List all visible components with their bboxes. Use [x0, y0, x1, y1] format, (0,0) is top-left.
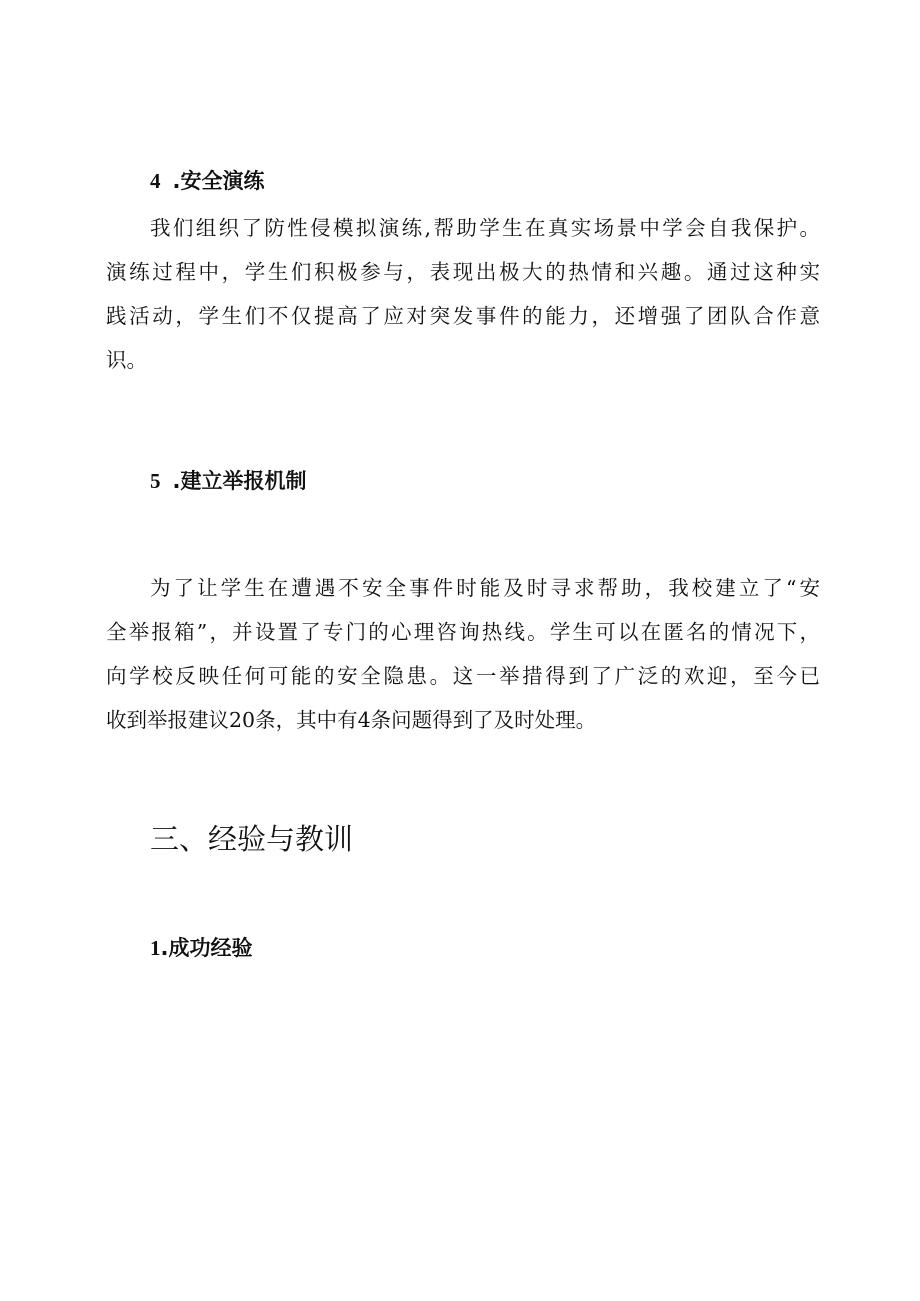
paragraph-line: 我们组织了防性侵模拟演练,帮助学生在真实场景中学会自我保护。	[150, 216, 820, 240]
paragraph-line: 为了让学生在遭遇不安全事件时能及时寻求帮助，我校建立了“安	[150, 576, 820, 600]
paragraph-line: 演练过程中，学生们积极参与，表现出极大的热情和兴趣。通过这种实	[106, 260, 820, 284]
section-heading-success-experience	[150, 935, 252, 961]
section-title: .安全演练	[172, 169, 265, 193]
paragraph-line: 践活动，学生们不仅提高了应对突发事件的能力，还增强了团队合作意	[106, 304, 820, 328]
section-number: 5	[150, 469, 161, 493]
section-title: .成功经验	[160, 936, 253, 960]
chapter-heading-lessons: 三、经验与教训	[150, 822, 354, 856]
paragraph-reporting-mechanism	[106, 566, 820, 742]
section-number: 1	[150, 936, 161, 960]
paragraph-safety-drill	[106, 206, 820, 382]
paragraph-line: 全举报箱”，并设置了专门的心理咨询热线。学生可以在匿名的情况下，	[106, 620, 820, 644]
paragraph-line: 向学校反映任何可能的安全隐患。这一举措得到了广泛的欢迎，至今已	[106, 664, 820, 688]
section-heading-reporting-mechanism	[150, 468, 306, 494]
paragraph-line: 识。	[106, 348, 147, 372]
paragraph-line: 收到举报建议20条，其中有4条问题得到了及时处理。	[106, 708, 597, 732]
section-title: .建立举报机制	[172, 469, 307, 493]
section-heading-safety-drill	[150, 168, 264, 194]
section-number: 4	[150, 169, 161, 193]
